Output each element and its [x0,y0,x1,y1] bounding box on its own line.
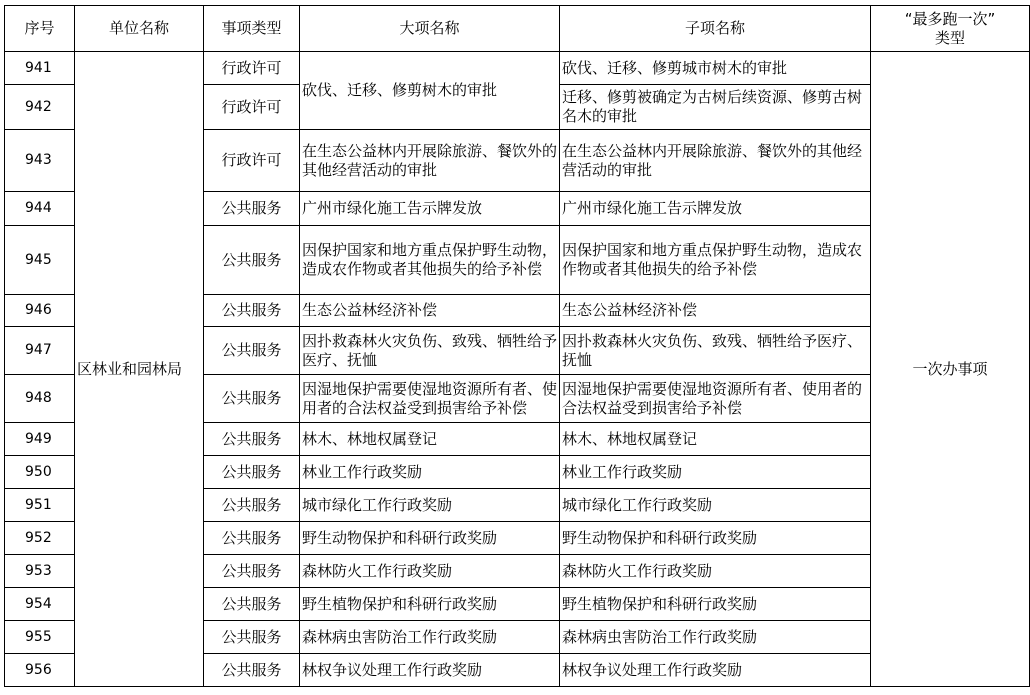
row-type: 公共服务 [204,489,300,522]
row-sub: 野生植物保护和科研行政奖励 [560,588,871,621]
row-type: 行政许可 [204,52,300,85]
row-no: 956 [5,654,75,687]
row-sub: 城市绿化工作行政奖励 [560,489,871,522]
row-no: 941 [5,52,75,85]
row-no: 942 [5,85,75,130]
row-type: 公共服务 [204,654,300,687]
row-sub: 因湿地保护需要使湿地资源所有者、使用者的合法权益受到损害给予补偿 [560,375,871,423]
table-row [5,52,1030,85]
row-no: 948 [5,375,75,423]
row-type: 行政许可 [204,85,300,130]
row-type: 公共服务 [204,295,300,327]
row-major: 城市绿化工作行政奖励 [300,489,560,522]
row-sub: 野生动物保护和科研行政奖励 [560,522,871,555]
row-major: 因保护国家和地方重点保护野生动物，造成农作物或者其他损失的给予补偿 [300,226,560,295]
service-items-table [4,5,1030,687]
header-type: 事项类型 [204,6,300,52]
row-sub: 林权争议处理工作行政奖励 [560,654,871,687]
row-sub: 生态公益林经济补偿 [560,295,871,327]
row-no: 955 [5,621,75,654]
header-no: 序号 [5,6,75,52]
row-no: 944 [5,192,75,226]
row-type: 公共服务 [204,621,300,654]
row-sub: 林业工作行政奖励 [560,456,871,489]
row-type: 公共服务 [204,588,300,621]
row-major: 野生动物保护和科研行政奖励 [300,522,560,555]
row-no: 947 [5,327,75,375]
row-sub: 森林病虫害防治工作行政奖励 [560,621,871,654]
row-sub: 在生态公益林内开展除旅游、餐饮外的其他经营活动的审批 [560,130,871,192]
row-major: 森林防火工作行政奖励 [300,555,560,588]
row-no: 953 [5,555,75,588]
header-sub: 子项名称 [560,6,871,52]
row-major: 砍伐、迁移、修剪树木的审批 [300,52,560,130]
run-type-cell: 一次办事项 [871,52,1030,687]
row-no: 945 [5,226,75,295]
row-major: 广州市绿化施工告示牌发放 [300,192,560,226]
row-no: 943 [5,130,75,192]
row-sub: 因保护国家和地方重点保护野生动物，造成农作物或者其他损失的给予补偿 [560,226,871,295]
header-run-type-line2: 类型 [934,28,965,47]
row-major: 林权争议处理工作行政奖励 [300,654,560,687]
header-row [5,6,1030,52]
row-sub: 森林防火工作行政奖励 [560,555,871,588]
row-major: 林业工作行政奖励 [300,456,560,489]
row-no: 946 [5,295,75,327]
row-major: 森林病虫害防治工作行政奖励 [300,621,560,654]
row-sub: 砍伐、迁移、修剪城市树木的审批 [560,52,871,85]
row-no: 952 [5,522,75,555]
row-type: 公共服务 [204,456,300,489]
row-no: 949 [5,423,75,456]
header-major: 大项名称 [300,6,560,52]
header-run-type [871,6,1030,52]
row-type: 公共服务 [204,555,300,588]
row-type: 公共服务 [204,423,300,456]
row-major: 在生态公益林内开展除旅游、餐饮外的其他经营活动的审批 [300,130,560,192]
row-major: 因扑救森林火灾负伤、致残、牺牲给予医疗、抚恤 [300,327,560,375]
row-type: 公共服务 [204,226,300,295]
row-sub: 因扑救森林火灾负伤、致残、牺牲给予医疗、抚恤 [560,327,871,375]
header-run-type-line1: “最多跑一次” [904,9,996,28]
row-major: 野生植物保护和科研行政奖励 [300,588,560,621]
row-no: 951 [5,489,75,522]
row-major: 林木、林地权属登记 [300,423,560,456]
row-major: 因湿地保护需要使湿地资源所有者、使用者的合法权益受到损害给予补偿 [300,375,560,423]
row-type: 行政许可 [204,130,300,192]
row-no: 950 [5,456,75,489]
row-no: 954 [5,588,75,621]
header-unit: 单位名称 [75,6,204,52]
row-sub: 林木、林地权属登记 [560,423,871,456]
unit-name-cell: 区林业和园林局 [75,52,204,687]
row-major: 生态公益林经济补偿 [300,295,560,327]
row-type: 公共服务 [204,375,300,423]
row-sub: 广州市绿化施工告示牌发放 [560,192,871,226]
row-type: 公共服务 [204,192,300,226]
row-sub: 迁移、修剪被确定为古树后续资源、修剪古树名木的审批 [560,85,871,130]
row-type: 公共服务 [204,522,300,555]
row-type: 公共服务 [204,327,300,375]
